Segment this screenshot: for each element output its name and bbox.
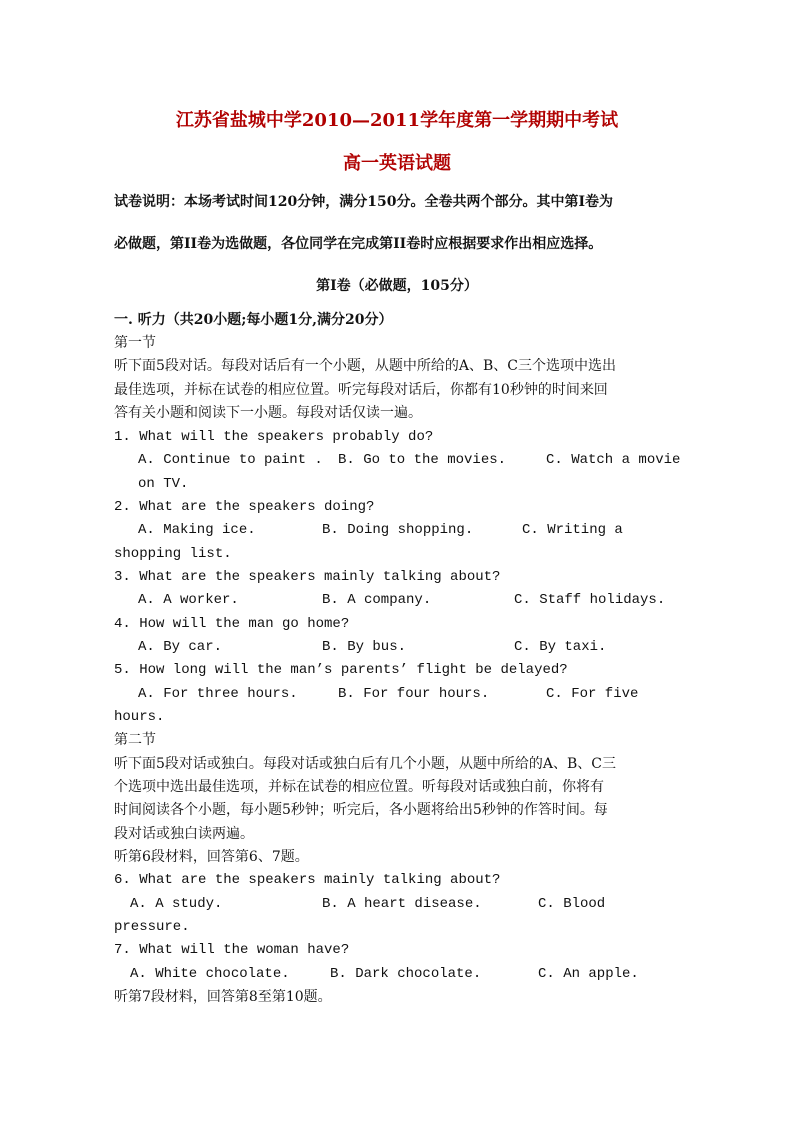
instruction-line: 答有关小题和阅读下一小题。每段对话仅读一遍。: [114, 405, 422, 421]
question-6: 6. What are the speakers mainly talking about?: [114, 872, 501, 888]
instruction-line: 听下面5段对话。每段对话后有一个小题，从题中所给的A、B、C三个选项中选出: [114, 358, 617, 374]
question-2: 2. What are the speakers doing?: [114, 499, 375, 515]
material-6-note: 听第6段材料，回答第6、7题。: [114, 849, 309, 865]
exam-note-line-2: 必做题，第II卷为选做题，各位同学在完成第II卷时应根据要求作出相应选择。: [114, 236, 603, 252]
part-one-heading: 第Ⅰ卷（必做题，105分）: [316, 278, 478, 294]
option-c: C. Blood: [538, 896, 606, 912]
instruction-line: 时间阅读各个小题，每小题5秒钟；听完后，各小题将给出5秒钟的作答时间。每: [114, 802, 608, 818]
option-b: B. A company.: [322, 592, 432, 608]
option-c: C. Staff holidays.: [514, 592, 666, 608]
option-c: C. Writing a: [522, 522, 623, 538]
instruction-line: 听下面5段对话或独白。每段对话或独白后有几个小题，从题中所给的A、B、C三: [114, 756, 617, 772]
instruction-line: 个选项中选出最佳选项，并标在试卷的相应位置。听每段对话或独白前，你将有: [114, 779, 604, 795]
option-b: B. For four hours.: [338, 686, 490, 702]
instruction-line: 段对话或独白读两遍。: [114, 826, 254, 842]
material-7-note: 听第7段材料，回答第8至第10题。: [114, 989, 332, 1005]
option-b: B. A heart disease.: [322, 896, 482, 912]
section-one-label: 第一节: [114, 335, 156, 351]
option-b: B. Dark chocolate.: [330, 966, 482, 982]
option-b: B. Doing shopping.: [322, 522, 474, 538]
instruction-line: 最佳选项，并标在试卷的相应位置。听完每段对话后，你都有10秒钟的时间来回: [114, 382, 608, 398]
option-b: B. Go to the movies.: [338, 452, 507, 468]
exam-title: 江苏省盐城中学2010—2011学年度第一学期期中考试: [175, 110, 619, 131]
option-c: C. For five: [546, 686, 639, 702]
option-a: A. A worker.: [138, 592, 239, 608]
option-wrap: pressure.: [114, 919, 190, 935]
option-a: A. A study.: [130, 896, 223, 912]
question-7: 7. What will the woman have?: [114, 942, 350, 958]
option-a: A. Making ice.: [138, 522, 256, 538]
question-5: 5. How long will the man’s parents’ flight be delayed?: [114, 662, 568, 678]
option-b: B. By bus.: [322, 639, 407, 655]
option-a: A. By car.: [138, 639, 223, 655]
option-wrap: on TV.: [138, 476, 189, 492]
option-wrap: shopping list.: [114, 546, 232, 562]
exam-note-line-1: 试卷说明：本场考试时间120分钟，满分150分。全卷共两个部分。其中第I卷为: [114, 194, 613, 210]
question-1: 1. What will the speakers probably do?: [114, 429, 434, 445]
option-c: C. Watch a movie: [546, 452, 681, 468]
option-c: C. By taxi.: [514, 639, 607, 655]
option-wrap: hours.: [114, 709, 165, 725]
option-a: A. For three hours.: [138, 686, 298, 702]
question-3: 3. What are the speakers mainly talking about?: [114, 569, 501, 585]
section-two-label: 第二节: [114, 732, 156, 748]
exam-subtitle: 高一英语试题: [343, 153, 451, 174]
listening-heading: 一. 听力（共20小题;每小题1分,满分20分）: [114, 312, 393, 328]
option-a: A. White chocolate.: [130, 966, 290, 982]
option-c: C. An apple.: [538, 966, 639, 982]
option-a: A. Continue to paint .: [138, 452, 323, 468]
question-4: 4. How will the man go home?: [114, 616, 350, 632]
